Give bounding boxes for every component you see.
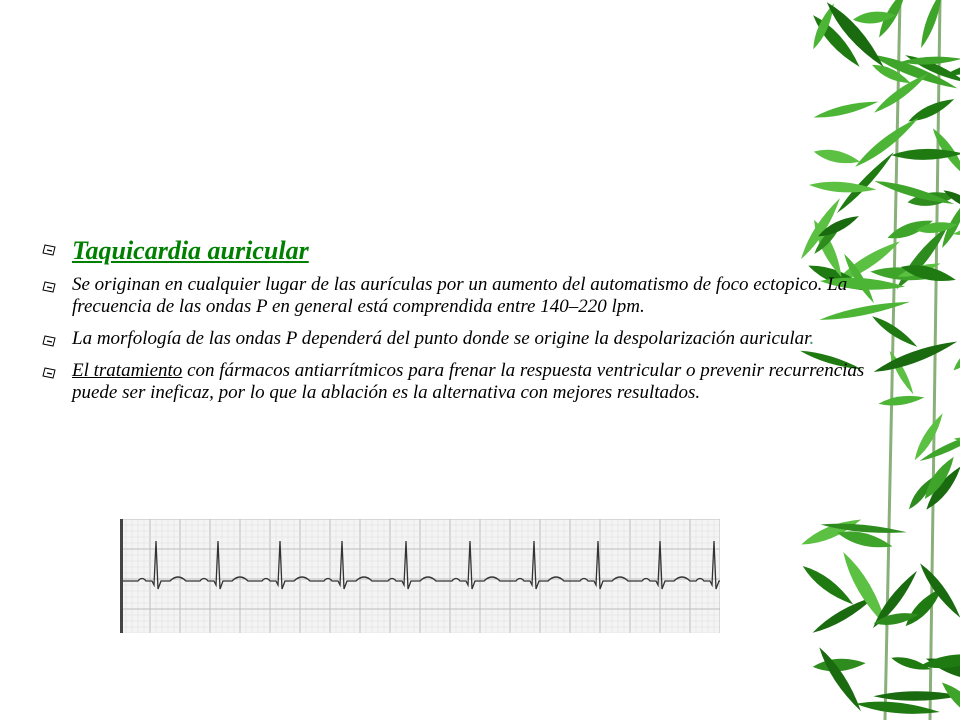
slide-title: [40, 234, 870, 268]
tilted-square-bullet-icon: [42, 334, 58, 348]
paragraph-3-text: con fármacos antiarrítmicos para frenar la respuesta ventricular o prevenir recurrencias puede ser ineficaz, por lo que la ablación es la alternativa con mejores resultados.: [72, 360, 865, 403]
paragraph-2-tail: .: [809, 328, 815, 349]
paragraph-2: [40, 328, 870, 350]
slide-content: [40, 234, 870, 414]
tilted-square-bullet-icon: [42, 366, 58, 380]
ecg-rhythm-strip: [120, 519, 720, 633]
title-text: Taquicardia auricular: [72, 236, 309, 265]
paragraph-1: [40, 274, 870, 318]
paragraph-2-text: La morfología de las ondas P dependerá del punto donde se origine la despolarización auricular: [72, 328, 810, 349]
tilted-square-bullet-icon: [42, 243, 58, 257]
paragraph-3: [40, 360, 870, 404]
treatment-link[interactable]: El tratamiento: [72, 360, 183, 381]
tilted-square-bullet-icon: [42, 280, 58, 294]
paragraph-1-text: Se originan en cualquier lugar de las aurículas por un aumento del automatismo de foco ectopico. La frecuencia de las ondas P en general está comprendida entre 140–220 lpm.: [72, 274, 848, 317]
